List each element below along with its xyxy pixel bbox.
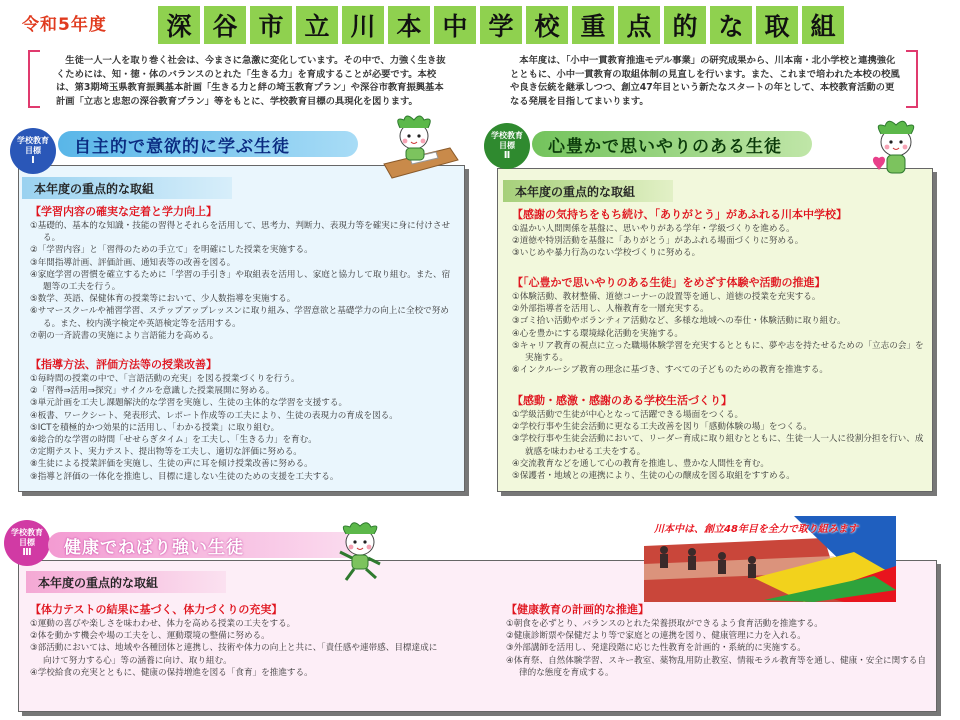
intro-bracket-right — [906, 50, 918, 108]
goal2-section-1 — [512, 208, 926, 260]
list-item: ④体育祭、自然体験学習、スキー教室、薬物乱用防止教室、情報モラル教育等を通し、健康・安全に関する自律的な態度を育成する。 — [506, 655, 926, 678]
panel-shadow — [937, 564, 941, 714]
list-item: ③年間指導計画、評価計画、通知表等の改善を図る。 — [30, 257, 236, 268]
title-char: な — [710, 6, 752, 44]
section-heading: 【感謝の気持ちをもち続け、「ありがとう」があふれる川本中学校】 — [512, 208, 848, 221]
list-item: ②「習得⇒活用⇒探究」サイクルを意識した授業展開に努める。 — [30, 386, 275, 397]
badge-number: Ⅱ — [503, 150, 511, 161]
badge-line: 学校教育 — [11, 528, 43, 537]
goal2-badge — [484, 123, 530, 169]
goal1-section-2 — [30, 358, 455, 483]
section-heading: 【学習内容の確実な定着と学力向上】 — [30, 205, 217, 218]
mascot-heart-illustration — [866, 118, 926, 188]
list-item: ②外部指導者を活用し、人権教育を一層充実する。 — [512, 304, 709, 315]
year-label: 令和5年度 — [22, 15, 107, 35]
list-item: ④学校給食の充実とともに、健康の保持増進を図る「食育」を推進する。 — [30, 667, 313, 678]
section-heading: 【感動・感激・感謝のある学校生活づくり】 — [512, 394, 732, 407]
list-item: ②健康診断票や保健だより等で家庭との連携を図り、健康管理に力を入れる。 — [506, 631, 806, 642]
goal3-title: 健康でねばり強い生徒 — [48, 532, 358, 558]
intro-right: 本年度は、「小中一貫教育推進モデル事業」の研究成果から、川本南・北小学校と連携強化とともに、小中一貫教育の取組体制の見直しを行います。また、これまで培われた本校の校風や良き伝統を継承しつつ、創立47年目という新たなスタートの年として、本校教育活動の更なる発展を目指してまいります。 — [510, 55, 900, 107]
section-heading: 【体力テストの結果に基づく、体力づくりの充実】 — [30, 603, 283, 616]
list-item: ⑤ICTを積極的かつ効果的に活用し、「わかる授業」に取り組む。 — [30, 422, 280, 433]
section-heading: 【「心豊かで思いやりのある生徒」をめざす体験や活動の推進】 — [512, 276, 826, 289]
list-item: ④板書、ワークシート、発表形式、レポート作成等の工夫により、生徒の表現力の育成を図る。 — [30, 410, 398, 421]
title-char: 本 — [388, 6, 430, 44]
title-char: 中 — [434, 6, 476, 44]
list-item: ①温かい人間関係を基盤に、思いやりがある学年・学級づくりを進める。 — [512, 224, 795, 234]
panel-shadow — [501, 492, 937, 496]
badge-line: 目標 — [499, 141, 515, 150]
badge-line: 目標 — [19, 538, 35, 547]
goal2-section-3 — [512, 394, 926, 482]
title-char: 谷 — [204, 6, 246, 44]
panel-shadow — [22, 712, 941, 716]
goal1-badge — [10, 128, 56, 174]
list-item: ①毎時間の授業の中で、「言語活動の充実」を図る授業づくりを行う。 — [30, 374, 300, 384]
goal1-focus-tab: 本年度の重点的な取組 — [22, 177, 232, 199]
title-char: 重 — [572, 6, 614, 44]
badge-number: Ⅰ — [31, 155, 35, 166]
title-char: 取 — [756, 6, 798, 44]
list-item: ④心を豊かにする環境緑化活動を実施する。 — [512, 328, 683, 339]
list-item: ②「学習内容」と「習得のための手立て」を明確にした授業を実施する。 — [30, 245, 313, 256]
intro-left: 生徒一人一人を取り巻く社会は、今まさに急激に変化しています。その中で、力強く生き抜くためには、知・徳・体のバランスのとれた「生きる力」を育成することが必要です。本校は、第3期埼玉県教育振興基本計画「生きる力と絆の埼玉教育プラン」や深谷市教育振興基本計画「立志と忠恕の深谷教育プラン」等をもとに、学校教育目標の具現化を図ります。 — [56, 55, 446, 107]
title-char: 川 — [342, 6, 384, 44]
list-item: ③いじめや暴力行為のない学校づくりに努める。 — [512, 248, 701, 259]
list-item: ③ゴミ拾い活動やボランティア活動など、多様な地域への奉仕・体験活動に取り組む。 — [512, 316, 846, 327]
goal3-focus-tab: 本年度の重点的な取組 — [26, 571, 226, 593]
list-item: ⑥インクルーシブ教育の理念に基づき、すべての子どものための教育を推進する。 — [512, 365, 828, 376]
list-item: ②体を動かす機会や場の工夫をし、運動環境の整備に努める。 — [30, 631, 270, 642]
section-heading: 【健康教育の計画的な推進】 — [506, 603, 649, 616]
page-title — [158, 6, 844, 44]
goal1-section-1 — [30, 205, 455, 342]
badge-line: 学校教育 — [17, 136, 49, 145]
list-item: ⑨指導と評価の一体化を推進し、目標に達しない生徒のための支援を工夫する。 — [30, 471, 339, 482]
list-item: ⑤キャリア教育の視点に立った職場体験学習を充実するとともに、夢や志を持たせるための「立志の会」を実施する。 — [512, 340, 924, 364]
panel-shadow — [465, 169, 469, 496]
list-item: ①基礎的、基本的な知識・技能の習得とそれらを活用して、思考力、判断力、表現力等を確実に身に付けさせる。 — [30, 221, 451, 244]
goal2-focus-tab: 本年度の重点的な取組 — [503, 180, 673, 202]
mascot-studying-illustration — [380, 114, 460, 184]
list-item: ①学級活動で生徒が中心となって活躍できる場面をつくる。 — [512, 410, 744, 420]
list-item: ②学校行事や生徒会活動に更なる工夫改善を図り「感動体験の場」をつくる。 — [512, 422, 812, 433]
goal2-title: 心豊かで思いやりのある生徒 — [532, 131, 812, 157]
goal1-title: 自主的で意欲的に学ぶ生徒 — [58, 131, 358, 157]
panel-shadow — [22, 492, 469, 496]
list-item: ①体験活動、教材整備、道徳コーナーの設置等を通し、道徳の授業を充実する。 — [512, 292, 821, 302]
list-item: ④交流教育などを通して心の教育を推進し、豊かな人間性を育む。 — [512, 458, 769, 469]
list-item: ③外部講師を活用し、発達段階に応じた性教育を計画的・系統的に実施する。 — [506, 643, 806, 654]
list-item: ②道徳や特別活動を基盤に「ありがとう」があふれる場面づくりに努める。 — [512, 236, 804, 247]
list-item: ⑤保護者・地域との連携により、生徒の心の醸成を図る取組をすすめる。 — [512, 471, 795, 482]
title-char: 深 — [158, 6, 200, 44]
title-char: 立 — [296, 6, 338, 44]
title-char: 的 — [664, 6, 706, 44]
title-char: 市 — [250, 6, 292, 44]
badge-number: Ⅲ — [22, 547, 32, 558]
list-item: ①朝食を必ずとり、バランスのとれた栄養摂取ができるよう食育活動を推進する。 — [506, 619, 823, 629]
list-item: ⑥サマースクールや補習学習、ステップアップレッスンに取り組み、学習意欲と基礎学力の向上に全校で努める。また、校内漢字検定や英語検定等を活用する。 — [30, 306, 449, 329]
badge-line: 学校教育 — [491, 131, 523, 140]
list-item: ⑤数学、英語、保健体育の授業等において、少人数指導を実施する。 — [30, 294, 296, 305]
title-char: 学 — [480, 6, 522, 44]
badge-line: 目標 — [25, 146, 41, 155]
list-item: ③単元計画を工夫し課題解決的な学習を実施し、生徒の主体的な学習を支援する。 — [30, 398, 348, 409]
goal3-badge — [4, 520, 50, 566]
list-item: ⑧生徒による授業評価を実施し、生徒の声に耳を傾け授業改善に努める。 — [30, 459, 313, 470]
list-item: ⑦朝の一斉読書の実施により言語能力を高める。 — [30, 330, 219, 341]
list-item: ③部活動においては、地域や各種団体と連携し、技術や体力の向上と共に、「責任感や連帯感、目標達成に向けて努力する心」等の涵養に向け、取り組む。 — [30, 643, 438, 666]
title-char: 点 — [618, 6, 660, 44]
list-item: ③学校行事や生徒会活動において、リーダー育成に取り組むとともに、生徒一人一人に役割分担を行い、成就感を味わわせる工夫をする。 — [512, 434, 924, 457]
section-heading: 【指導方法、評価方法等の授業改善】 — [30, 358, 217, 371]
list-item: ⑥総合的な学習の時間「せせらぎタイム」を工夫し、「生きる力」を育む。 — [30, 435, 317, 446]
list-item: ④家庭学習の習慣を確立するために「学習の手引き」や取組表を活用し、家庭と協力して取り組む。また、宿題等の工夫を行う。 — [30, 269, 451, 293]
list-item: ⑦定期テスト、実力テスト、提出物等を工夫し、適切な評価に努める。 — [30, 447, 302, 458]
title-char: 組 — [802, 6, 844, 44]
panel-shadow — [933, 172, 937, 496]
goal2-section-2 — [512, 276, 926, 376]
mascot-running-illustration — [332, 520, 392, 586]
photo-banner-text: 川本中は、創立48年目を全力で取り組みます — [654, 524, 858, 535]
title-char: 校 — [526, 6, 568, 44]
intro-bracket-left — [28, 50, 40, 108]
goal3-section-2 — [506, 603, 926, 679]
list-item: ①運動の喜びや楽しさを味わわせ、体力を高める授業の工夫をする。 — [30, 619, 296, 629]
goal3-section-1 — [30, 603, 440, 679]
